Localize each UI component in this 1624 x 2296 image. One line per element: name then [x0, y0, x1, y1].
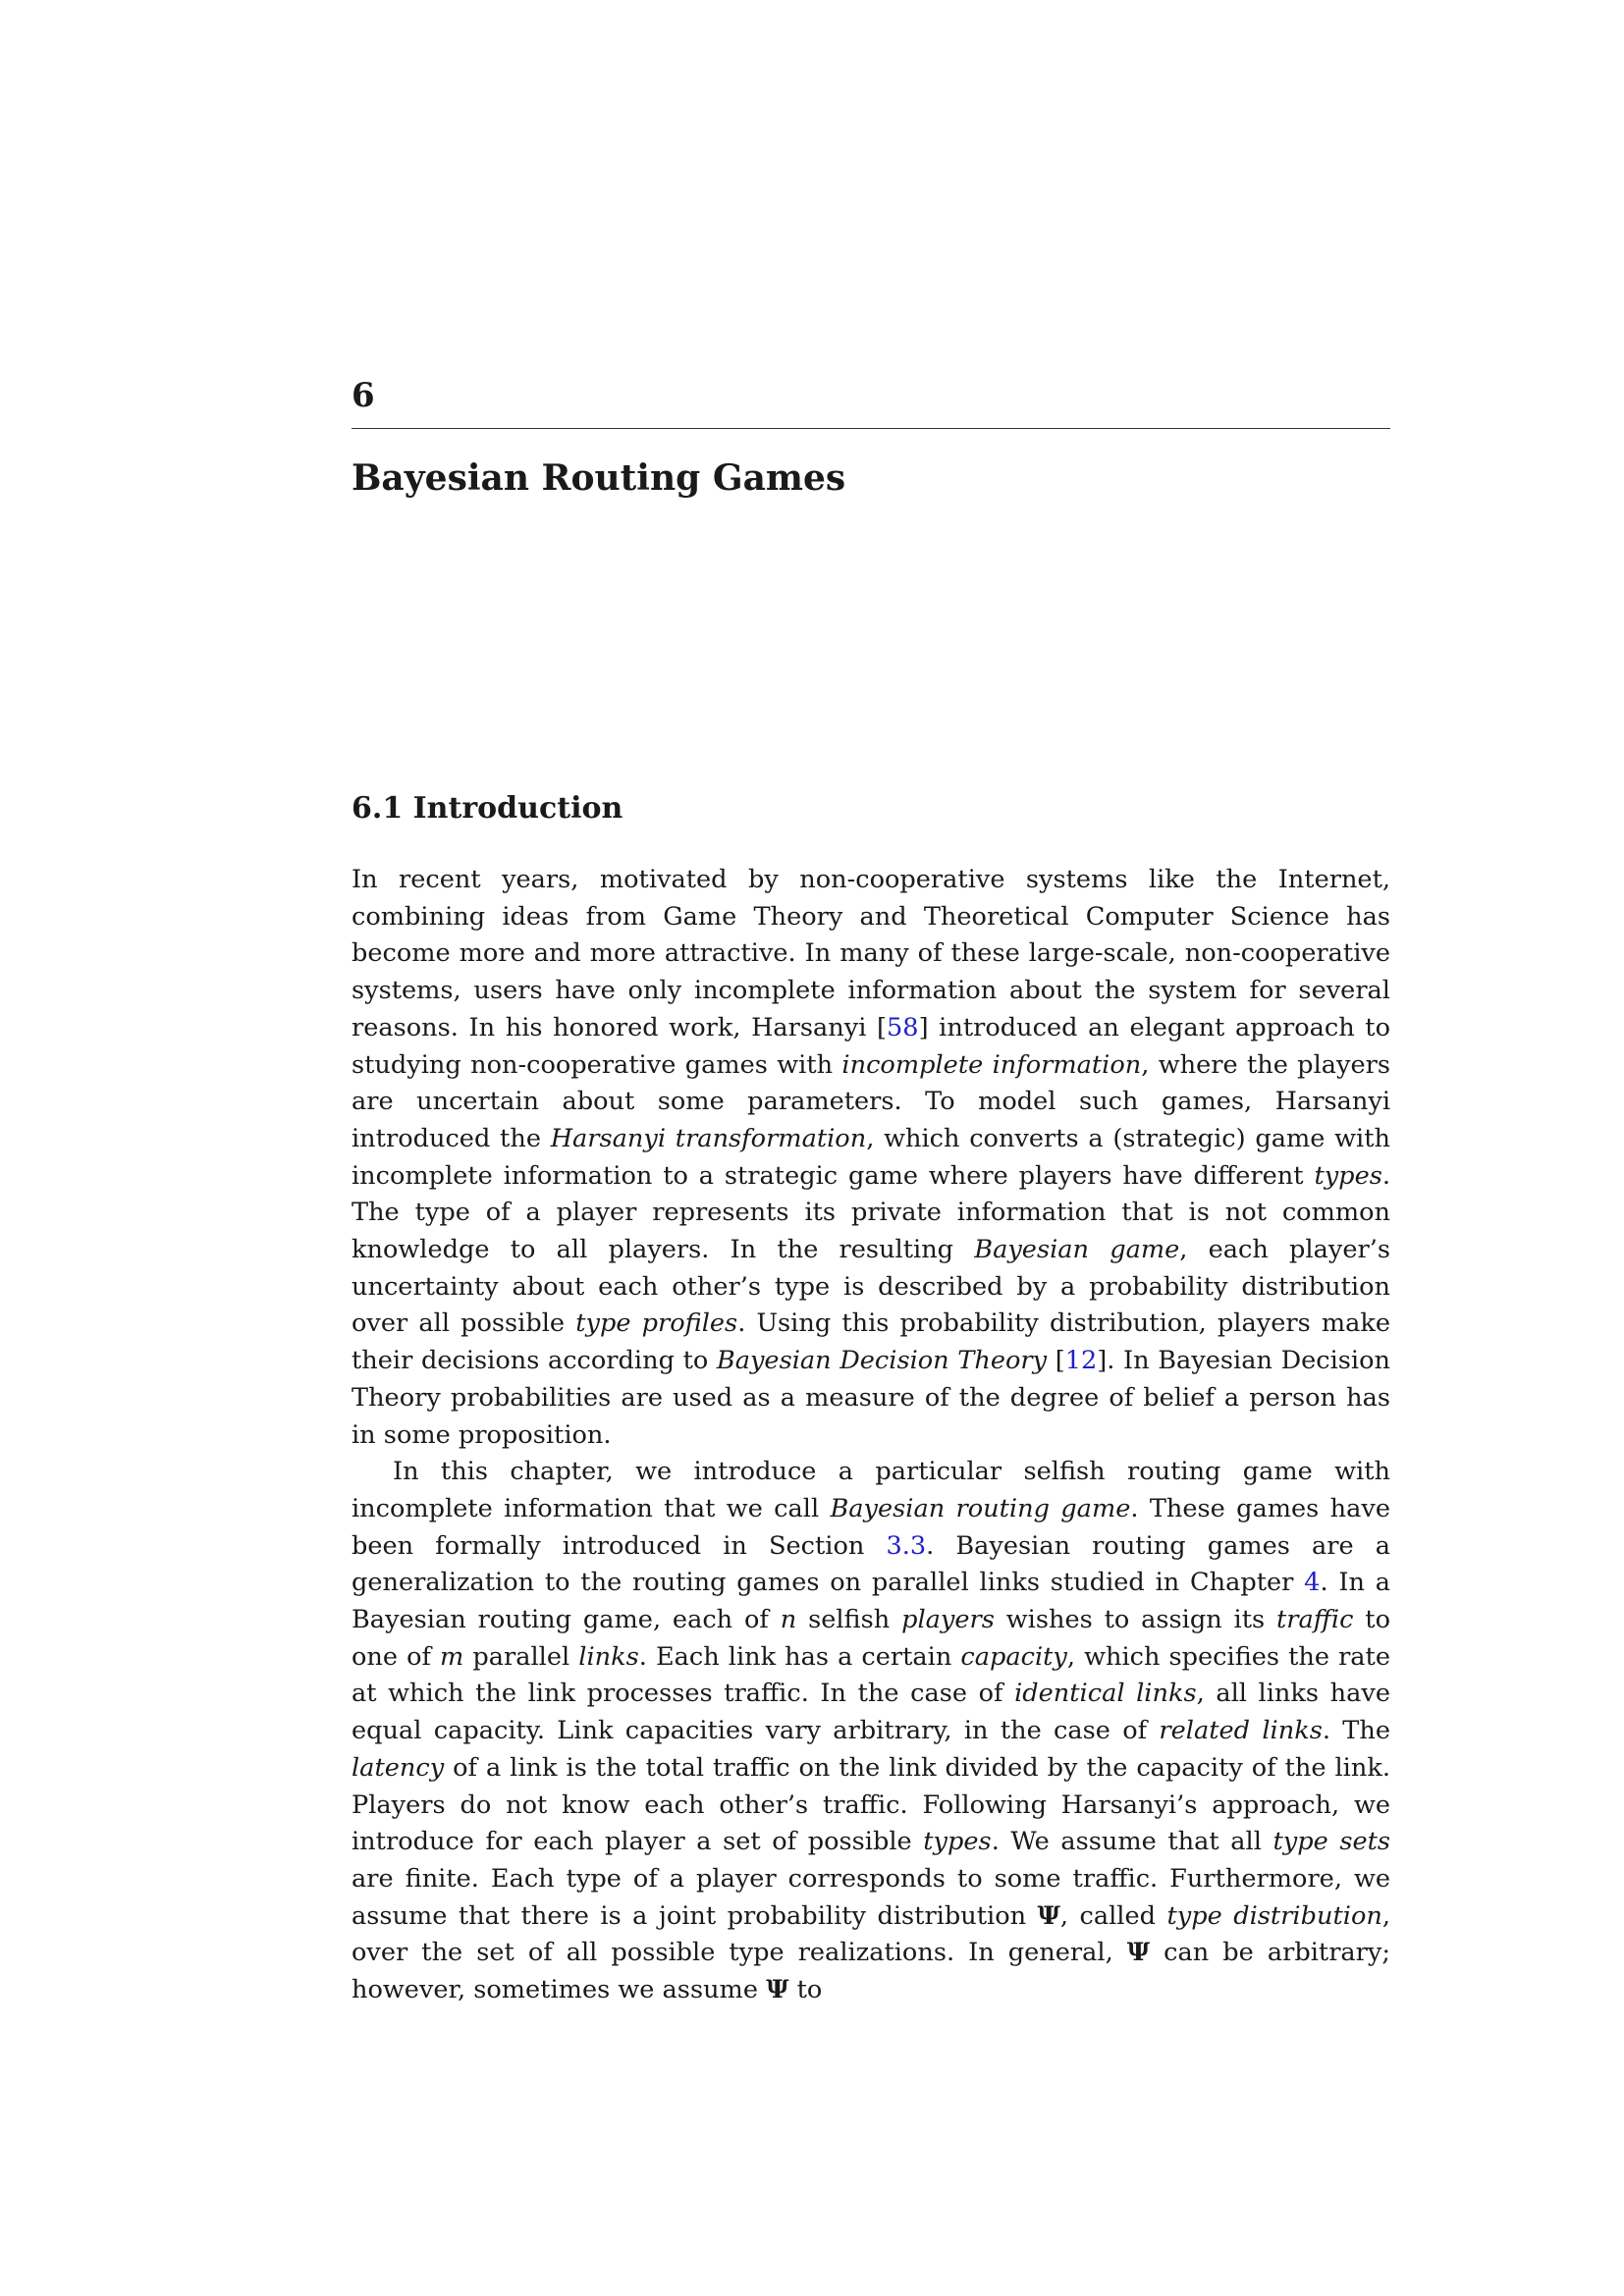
term-incomplete-information: incomplete information — [841, 1049, 1142, 1080]
term-type-sets: type sets — [1272, 1827, 1391, 1857]
text-segment: , where the players are uncertain about some parameters. To model such games, Harsanyi introduced the — [352, 1049, 1390, 1153]
chapter-title: Bayesian Routing Games — [352, 457, 846, 499]
text-segment: . The — [1322, 1716, 1390, 1746]
text-segment: . We assume that all — [991, 1827, 1273, 1857]
text-segment: . These games have been formally introduced in Section — [352, 1493, 1390, 1561]
text-segment: , over the set of all possible type realizations. In general, — [352, 1900, 1390, 1968]
term-bayesian-decision-theory: Bayesian Decision Theory — [716, 1346, 1048, 1376]
term-bayesian-routing-game: Bayesian routing game — [830, 1493, 1131, 1523]
text-segment: to — [788, 1975, 823, 2005]
math-psi: Ψ — [1126, 1938, 1151, 1968]
paragraph-2 — [352, 1454, 1390, 2009]
text-segment: . In a Bayesian routing game, each of — [352, 1568, 1390, 1635]
text-segment: can be arbitrary; however, sometimes we assume — [352, 1938, 1391, 2005]
citation-link[interactable]: 12 — [1064, 1346, 1098, 1376]
text-segment: , which converts a (strategic) game with incomplete information to a strategic game where players have different — [352, 1123, 1391, 1191]
math-variable-m: m — [440, 1641, 464, 1672]
text-segment: are finite. Each type of a player corresponds to some traffic. Furthermore, we assume that there is a joint probability distribution — [352, 1863, 1390, 1931]
text-segment: of a link is the total traffic on the link divided by the capacity of the link. Players do not know each other’s traffic. Following Harsanyi’s approach, we introduce for each player a set of possible — [352, 1752, 1390, 1857]
term-related-links: related links — [1159, 1716, 1323, 1746]
term-bayesian-game: Bayesian game — [974, 1235, 1180, 1265]
text-segment: , which specifies the rate at which the link processes traffic. In the case of — [352, 1641, 1390, 1709]
term-capacity: capacity — [960, 1641, 1067, 1672]
chapter-ref-link[interactable]: 4 — [1304, 1568, 1321, 1598]
text-segment: selfish — [796, 1605, 902, 1635]
text-segment: , each player’s uncertainty about each other’s type is described by a probability distribution over all possible — [352, 1235, 1390, 1339]
chapter-number: 6 — [352, 376, 375, 415]
term-type-distribution: type distribution — [1166, 1900, 1382, 1931]
text-segment: ] introduced an elegant approach to studying non-cooperative games with — [352, 1012, 1390, 1080]
text-segment: . Bayesian routing games are a generalization to the routing games on parallel links studied in Chapter — [352, 1530, 1390, 1598]
math-variable-n: n — [780, 1605, 797, 1635]
text-segment: parallel — [463, 1641, 579, 1672]
term-links: links — [578, 1641, 639, 1672]
term-type-profiles: type profiles — [575, 1308, 738, 1339]
text-segment: , all links have equal capacity. Link capacities vary arbitrary, in the case of — [352, 1679, 1390, 1746]
section-ref-link[interactable]: 3.3 — [886, 1530, 927, 1561]
term-latency: latency — [352, 1752, 445, 1783]
text-segment: [ — [1047, 1346, 1065, 1376]
text-segment: In recent years, motivated by non-cooperative systems like the Internet, combining ideas from Game Theory and Theoretical Computer Science has become more and more attractive. In many of these large-scale, non-cooperative systems, users have only incomplete information about the system for several reasons. In his honored work, Harsanyi [ — [352, 865, 1390, 1042]
chapter-rule — [352, 428, 1390, 429]
text-segment: , called — [1059, 1900, 1167, 1931]
term-players: players — [901, 1605, 995, 1635]
text-segment: . Using this probability distribution, players make their decisions according to — [352, 1308, 1391, 1376]
term-harsanyi-transformation: Harsanyi transformation — [550, 1123, 867, 1153]
text-segment: ]. In Bayesian Decision Theory probabilities are used as a measure of the degree of belief a person has in some proposition. — [352, 1346, 1390, 1450]
term-types: types — [1314, 1160, 1382, 1191]
citation-link[interactable]: 58 — [887, 1012, 919, 1042]
math-psi: Ψ — [1037, 1900, 1060, 1931]
text-segment: In this chapter, we introduce a particular selfish routing game with incomplete information that we call — [352, 1457, 1390, 1523]
text-segment: to one of — [352, 1605, 1390, 1672]
section-title: 6.1 Introduction — [352, 791, 623, 826]
body-text — [352, 862, 1390, 2009]
text-segment: . Each link has a certain — [638, 1641, 961, 1672]
text-segment: . The type of a player represents its private information that is not common knowledge to all players. In the resulting — [352, 1160, 1390, 1265]
math-psi: Ψ — [766, 1975, 789, 2005]
term-types: types — [923, 1827, 992, 1857]
text-segment: wishes to assign its — [994, 1605, 1276, 1635]
term-identical-links: identical links — [1014, 1679, 1197, 1709]
term-traffic: traffic — [1276, 1605, 1354, 1635]
paragraph-1 — [352, 862, 1390, 1454]
